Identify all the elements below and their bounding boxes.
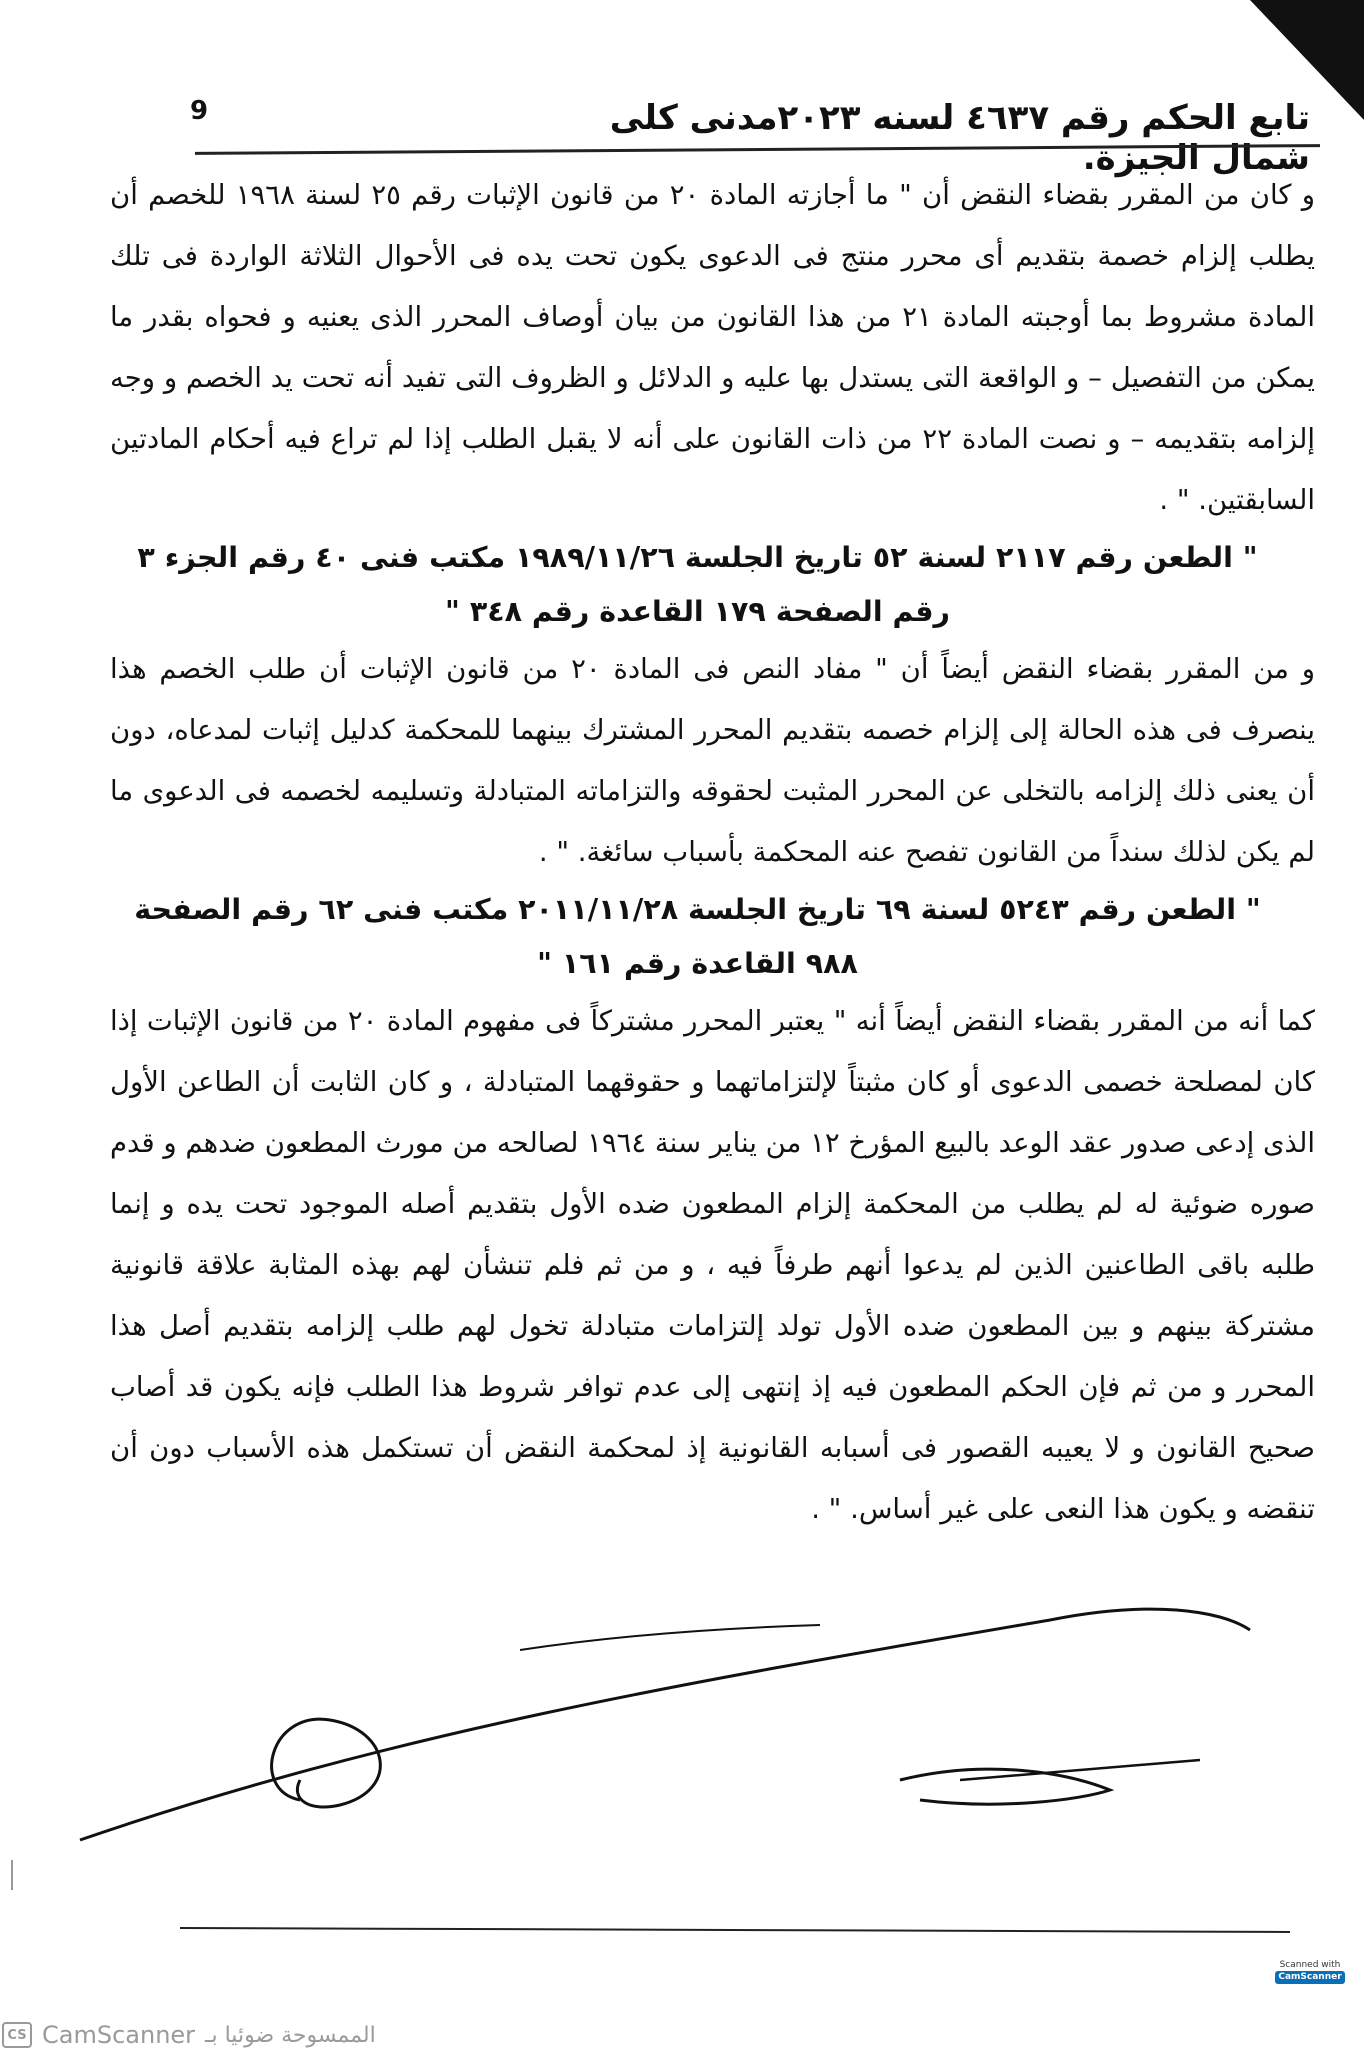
paragraph-3: كما أنه من المقرر بقضاء النقض أيضاً أنه " يعتبر المحرر مشتركاً فى مفهوم المادة ٢٠ من قانون الإثبات إذا كان لمصلحة خصمى الدعوى أو كان مثبتاً لإلتزاماتهما و حقوقهما المتبادلة ، و كان الثابت أن الطاعن الأول الذى إدعى صدور عقد الوعد بالبيع المؤرخ ١٢ من يناير سنة ١٩٦٤ لصالحه من مورث المطعون ضدهم و قدم صوره ضوئية له لم يطلب من المحكمة إلزام المطعون ضده الأول بتقديم أصله الموجود تحت يده و إنما طلبه باقى الطاعنين الذين لم يدعوا أنهم طرفاً فيه ، و من ثم فلم تنشأن لهم بهذه المثابة علاقة قانونية مشتركة بينهم و بين المطعون ضده الأول تولد إلتزامات متبادلة تخول لهم طلب إلزامه بتقديم أصل هذا المحرر و من ثم فإن الحكم المطعون فيه إذ إنتهى إلى عدم توافر شروط هذا الطلب فإنه يكون قد أصاب صحيح القانون و لا يعيبه القصور فى أسبابه القانونية إذ لمحكمة النقض أن تستكمل هذه الأسباب دون أن تنقضه و يكون هذا النعى على غير أساس. " . xyxy=(110,1005,1316,1525)
strike-mark xyxy=(520,1625,820,1650)
signature-mark xyxy=(900,1769,1110,1804)
camscanner-badge-label: CamScanner xyxy=(1275,1971,1344,1984)
page-corner-mark xyxy=(1250,0,1364,120)
camscanner-logo-icon: CS xyxy=(2,2022,32,2048)
signature-stroke xyxy=(80,1609,1250,1840)
scan-badge-caption: Scanned with xyxy=(1279,1960,1341,1970)
bottom-rule xyxy=(180,1928,1290,1932)
camscanner-watermark xyxy=(2,2022,442,2048)
watermark-brand: CamScanner xyxy=(42,2021,196,2049)
scanned-with-badge xyxy=(1275,1960,1345,2000)
paragraph-2: و من المقرر بقضاء النقض أيضاً أن " مفاد النص فى المادة ٢٠ من قانون الإثبات أن طلب الخصم هذا ينصرف فى هذه الحالة إلى إلزام خصمه بتقديم المحرر المشترك بينهما للمحكمة كدليل إثبات لمدعاه، دون أن يعنى ذلك إلزامه بالتخلى عن المحرر المثبت لحقوقه والتزاماته المتبادلة وتسليمه لخصمه فى الدعوى ما لم يكن لذلك سنداً من القانون تفصح عنه المحكمة بأسباب سائغة. " . xyxy=(110,653,1315,868)
citation-2: " الطعن رقم ٥٢٤٣ لسنة ٦٩ تاريخ الجلسة ٢٠١١/١١/٢٨ مكتب فنى ٦٢ رقم الصفحة ٩٨٨ القاعدة رقم ١٦١ " xyxy=(134,893,1261,980)
citation-1: " الطعن رقم ٢١١٧ لسنة ٥٢ تاريخ الجلسة ١٩٨٩/١١/٢٦ مكتب فنى ٤٠ رقم الجزء ٣ رقم الصفحة ١٧٩ القاعدة رقم ٣٤٨ " xyxy=(137,541,1258,628)
paragraph-1: و كان من المقرر بقضاء النقض أن " ما أجازته المادة ٢٠ من قانون الإثبات رقم ٢٥ لسنة ١٩٦٨ للخصم أن يطلب إلزام خصمة بتقديم أى محرر منتج فى الدعوى يكون تحت يده فى الأحوال الثلاثة الواردة فى تلك المادة مشروط بما أوجبته المادة ٢١ من هذا القانون من بيان أوصاف المحرر الذى يعنيه و فحواه بقدر ما يمكن من التفصيل – و الواقعة التى يستدل بها عليه و الدلائل و الظروف التى تفيد أنه تحت يد الخصم و وجه إلزامه بتقديمه – و نصت المادة ٢٢ من ذات القانون على أنه لا يقبل الطلب إذا لم تراع فيه أحكام المادتين السابقتين. " . xyxy=(110,179,1316,516)
watermark-arabic: الممسوحة ضوئيا بـ xyxy=(205,2022,376,2048)
signature-loop xyxy=(272,1719,381,1807)
page-number: 9 xyxy=(190,96,209,126)
document-header: تابع الحكم رقم ٤٦٣٧ لسنه ٢٠٢٣مدنى كلى شمال الجيزة. xyxy=(609,98,1310,178)
